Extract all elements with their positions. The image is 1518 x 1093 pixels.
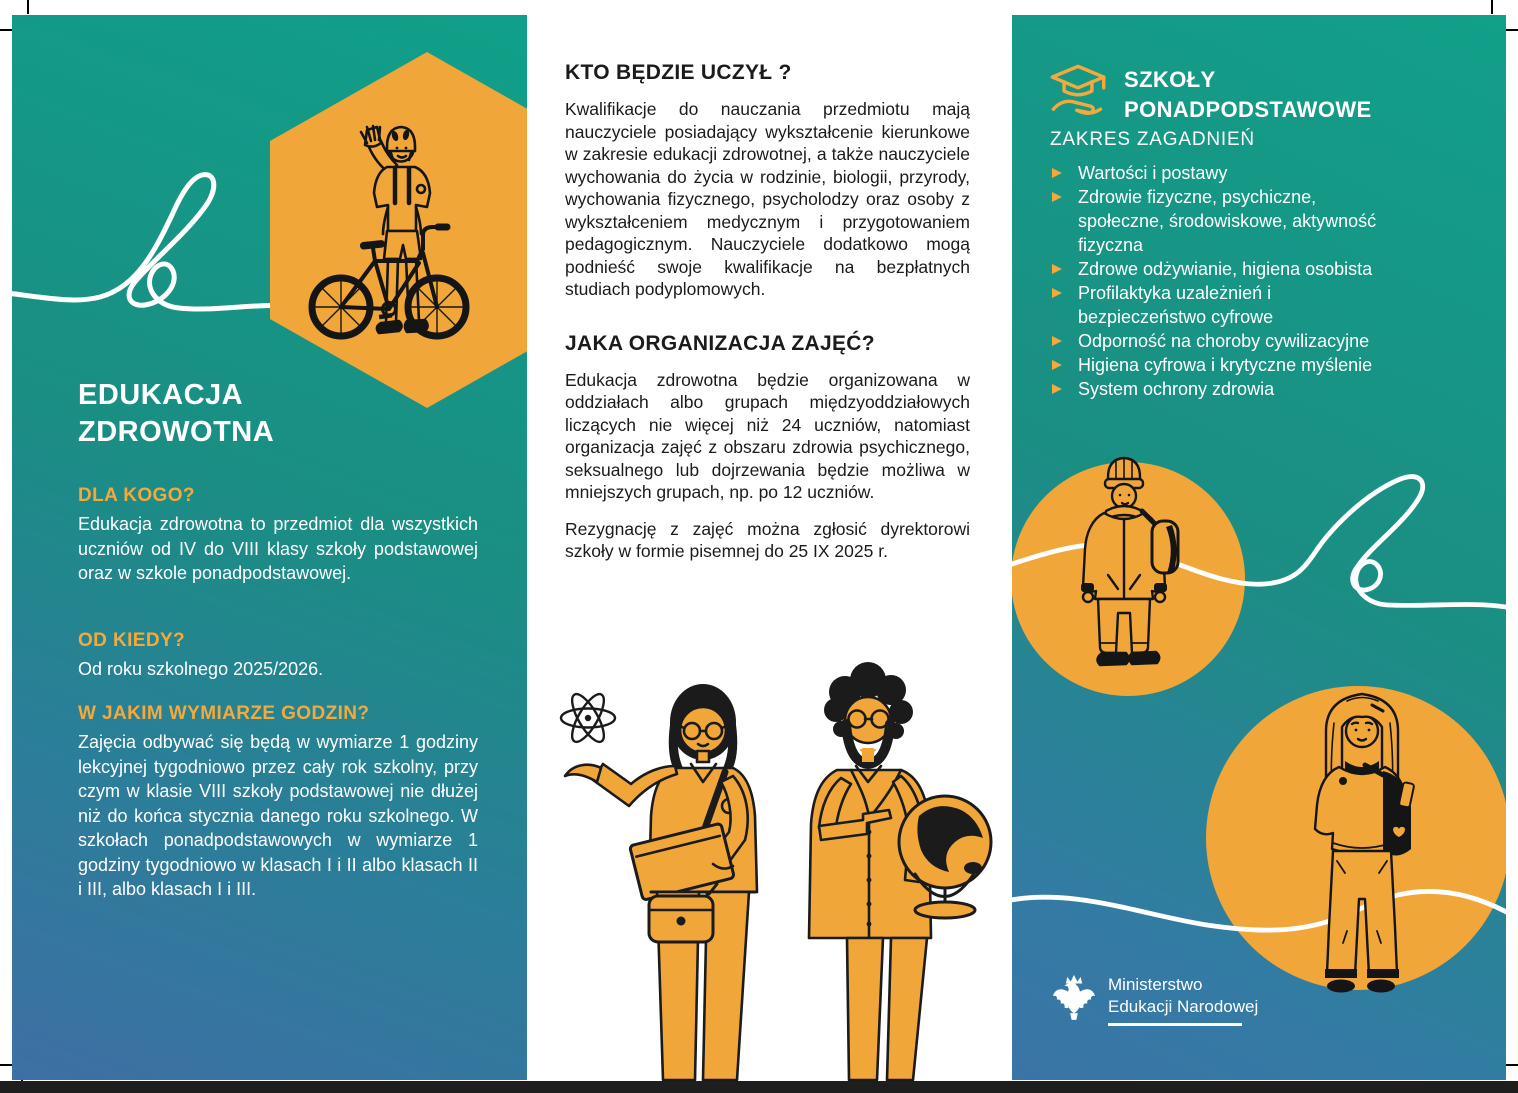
list-item: Higiena cyfrowa i krytyczne myślenie: [1050, 353, 1396, 377]
ministry-line-2: Edukacji Narodowej: [1108, 996, 1259, 1016]
middle-column: [565, 60, 970, 563]
title-line-2: ZDROWOTNA: [78, 416, 275, 448]
section-body: Od roku szkolnego 2025/2026.: [78, 659, 324, 679]
list-item: Odporność na choroby cywilizacyjne: [1050, 329, 1396, 353]
ministry-line-1: Ministerstwo: [1108, 975, 1203, 994]
right-panel: [1012, 15, 1506, 1080]
ministry-name: [1108, 968, 1258, 1026]
teachers-illustration: [553, 630, 995, 1082]
right-panel-title: [1124, 65, 1372, 125]
teacher-woman: [561, 684, 757, 1080]
teacher-man: [809, 662, 991, 1080]
title-line-2: PONADPODSTAWOWE: [1124, 97, 1372, 122]
list-item: Profilaktyka uzależnień i bezpieczeństwo cyfrowe: [1050, 281, 1396, 329]
beanie-boy-illustration: [1048, 447, 1198, 687]
crop-mark: [1491, 0, 1493, 14]
graduation-cap-hand-icon: [1048, 61, 1108, 121]
subheader: ZAKRES ZAGADNIEŃ: [1050, 129, 1255, 150]
section-od-kiedy: [78, 630, 478, 682]
bottom-black-bar: [0, 1081, 1518, 1093]
paragraph: Rezygnację z zajęć można zgłosić dyrektorowi szkoły w formie pisemnej do 25 IX 2025 r.: [565, 518, 970, 561]
crop-mark: [0, 1064, 12, 1066]
crop-mark: [0, 29, 12, 31]
white-eagle-emblem-icon: [1052, 968, 1096, 1022]
crop-mark: [27, 0, 29, 14]
list-item: Zdrowie fizyczne, psychiczne, społeczne, środowiskowe, aktywność fizyczna: [1050, 185, 1396, 257]
topics-list: [1050, 161, 1396, 401]
page-title: [78, 377, 274, 451]
section-heading: W JAKIM WYMIARZE GODZIN?: [78, 703, 370, 724]
section-body: Edukacja zdrowotna to przedmiot dla wszystkich uczniów od IV do VIII klasy szkoły podstawowej oraz w szkole ponadpodstawowej.: [78, 514, 478, 583]
title-line-1: SZKOŁY: [1124, 67, 1216, 92]
crop-mark: [1506, 1064, 1518, 1066]
girl-illustration: [1277, 681, 1447, 1011]
paragraph: Edukacja zdrowotna będzie organizowana w oddziałach albo grupach międzyoddziałowych liczących nie więcej niż 24 uczniów, natomiast organizacja zajęć z obszaru zdrowia psychicznego, seksualnego lub dojrzewania będzie możliwa w mniejszych grupach, np. po 12 uczniów.: [565, 369, 970, 502]
list-item: System ochrony zdrowia: [1050, 377, 1396, 401]
left-panel: [12, 15, 527, 1080]
bike-boy-illustration: [303, 115, 475, 357]
ministry-logo: [1052, 968, 1258, 1026]
section-wymiar-godzin: [78, 703, 478, 902]
ministry-underline: [1108, 1023, 1242, 1026]
title-line-1: EDUKACJA: [78, 379, 244, 411]
section-body: Zajęcia odbywać się będą w wymiarze 1 godziny lekcyjnej tygodniowo przez cały rok szkolny, przy czym w klasie VIII szkoły podstawowej nie dłużej niż do końca stycznia danego roku szkolnego. W szkołach ponadpodstawowych w wymiarze 1 godziny tygodniowo w klasach I i II albo klasach II i III, albo klasach I i III.: [78, 732, 478, 899]
paragraph: Kwalifikacje do nauczania przedmiotu mają nauczyciele posiadający wykształcenie kierunkowe w zakresie edukacji zdrowotnej, a także nauczyciele wychowania do życia w rodzinie, biologii, przyrody, wychowania fizycznego, psycholodzy oraz osoby z wykształceniem medycznym i przygotowaniem pedagogicznym. Nauczyciele dodatkowo mogą podnieść swoje kwalifikacje na bezpłatnych studiach podyplomowych.: [565, 99, 970, 299]
crop-mark: [1506, 29, 1518, 31]
heading-organizacja-zajec: JAKA ORGANIZACJA ZAJĘĆ?: [565, 331, 875, 355]
list-item: Wartości i postawy: [1050, 161, 1396, 185]
heading-kto-bedzie-uczyl: KTO BĘDZIE UCZYŁ ?: [565, 61, 792, 84]
section-heading: OD KIEDY?: [78, 630, 186, 651]
list-item: Zdrowe odżywianie, higiena osobista: [1050, 257, 1396, 281]
section-heading: DLA KOGO?: [78, 485, 195, 506]
section-dla-kogo: [78, 485, 478, 586]
